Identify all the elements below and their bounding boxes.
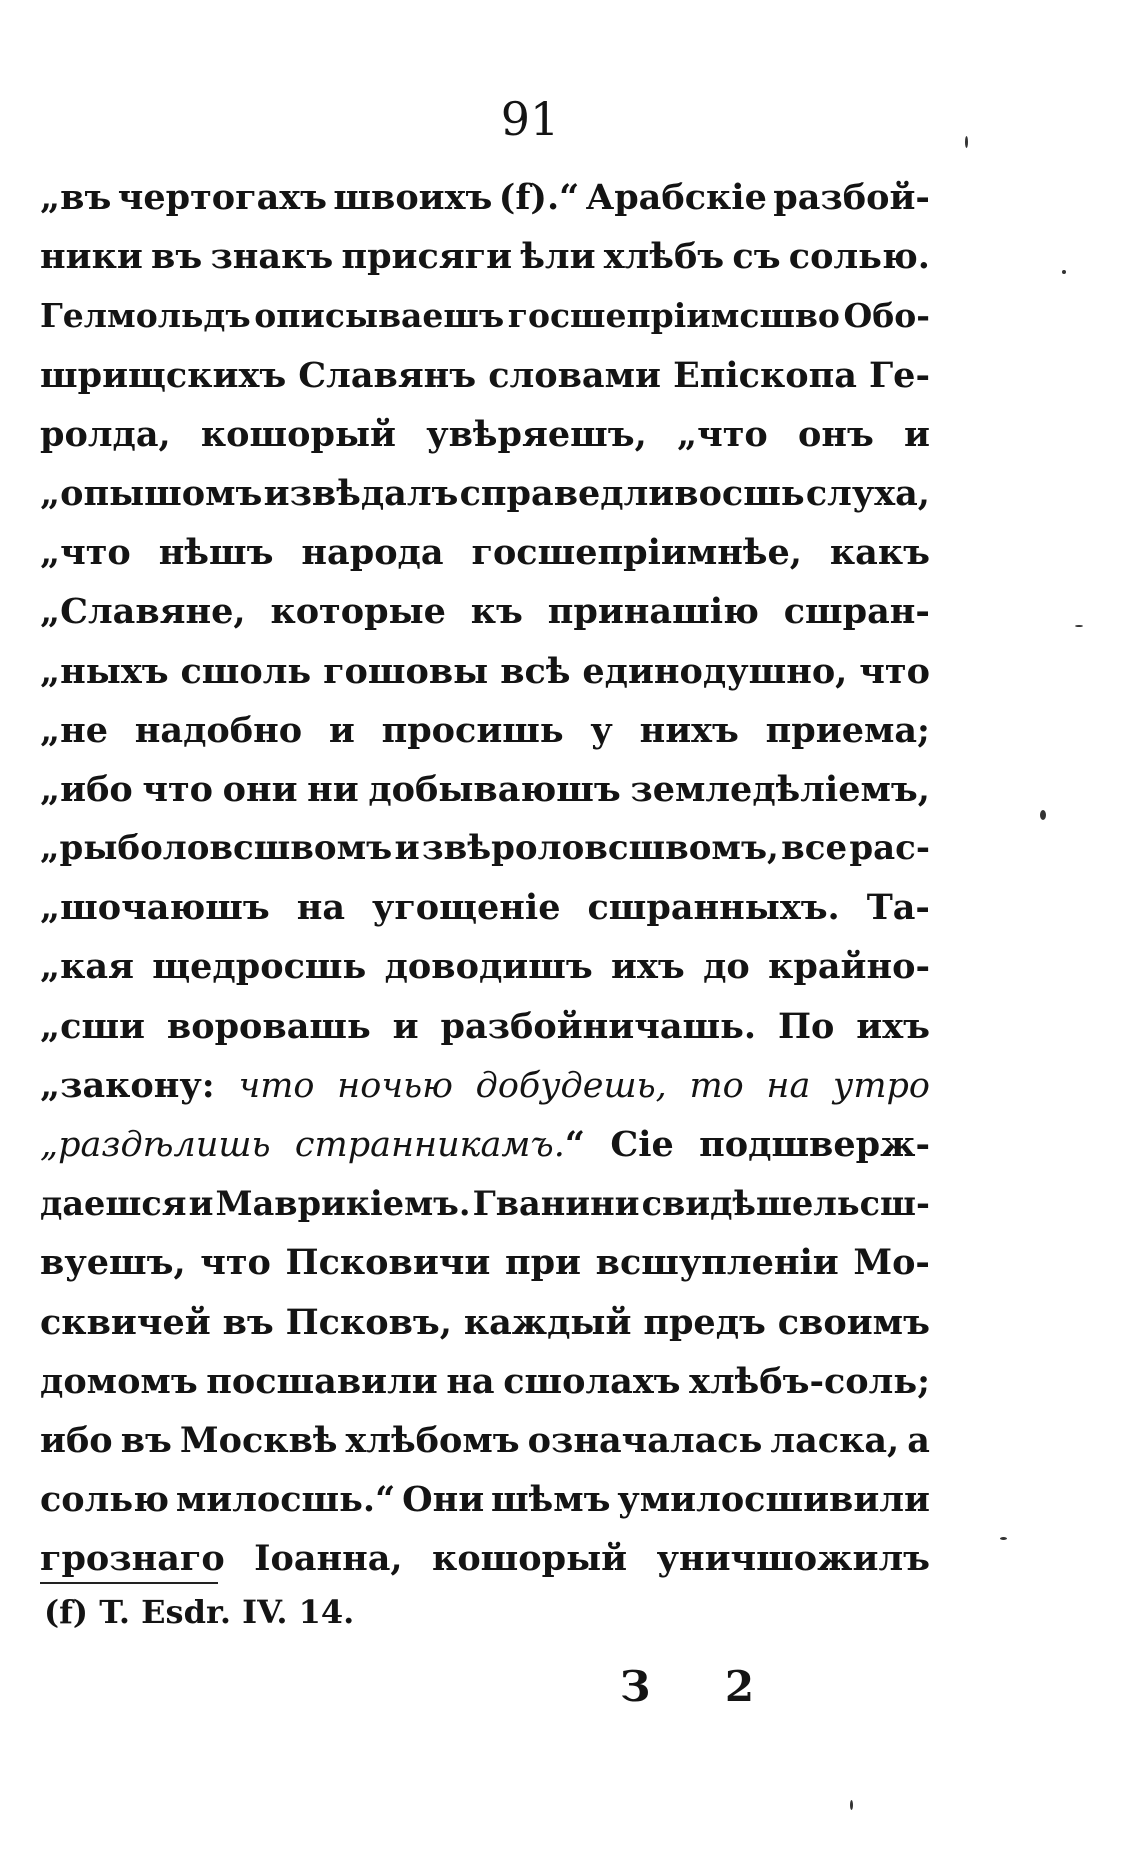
word: знакъ bbox=[210, 236, 334, 278]
word: Та- bbox=[866, 887, 930, 929]
word: домомъ bbox=[40, 1360, 198, 1402]
word: предъ bbox=[643, 1301, 766, 1343]
word: на bbox=[296, 887, 345, 929]
word: свидѣшельсш- bbox=[641, 1184, 930, 1224]
line-text bbox=[40, 168, 930, 227]
word: въ bbox=[120, 1419, 172, 1461]
line-text bbox=[40, 1174, 930, 1233]
italic-text: что ночью добудешь, то на утро bbox=[238, 1065, 930, 1106]
text-line-11 bbox=[40, 760, 930, 819]
text-line-1 bbox=[40, 168, 930, 227]
word: шрищскихъ bbox=[40, 354, 287, 396]
word: ласка, bbox=[770, 1419, 900, 1461]
word: все bbox=[781, 828, 848, 869]
word: Москвѣ bbox=[179, 1419, 338, 1461]
word: единодушно, bbox=[582, 650, 848, 692]
word: на bbox=[446, 1360, 495, 1402]
word: нихъ bbox=[639, 709, 739, 751]
word: ни bbox=[307, 768, 359, 810]
word: „ныхъ bbox=[40, 650, 169, 692]
word: кошорый bbox=[200, 413, 396, 455]
word: и bbox=[188, 1184, 214, 1224]
signature-mark: З 2 bbox=[620, 1662, 785, 1711]
line-text bbox=[40, 1411, 930, 1470]
word: умилосшивили bbox=[617, 1479, 930, 1521]
line-text bbox=[40, 1529, 930, 1588]
text-line-12 bbox=[40, 819, 930, 878]
line-text bbox=[40, 701, 930, 760]
text-line-6 bbox=[40, 464, 930, 523]
line-text bbox=[40, 937, 930, 996]
word: означалась bbox=[527, 1419, 763, 1461]
word: „ибо bbox=[40, 768, 133, 810]
text-line-10 bbox=[40, 701, 930, 760]
word: уничшожилъ bbox=[656, 1538, 930, 1580]
text-line-24 bbox=[40, 1529, 930, 1588]
word: солью bbox=[40, 1479, 169, 1521]
word: Мо- bbox=[853, 1242, 930, 1284]
word: и bbox=[904, 413, 930, 455]
text-line-7 bbox=[40, 523, 930, 582]
word: Гванини bbox=[472, 1184, 640, 1224]
word: госшепріимнѣе, bbox=[471, 532, 802, 574]
word: какъ bbox=[829, 532, 930, 574]
line-text bbox=[40, 819, 930, 878]
text-line-22 bbox=[40, 1411, 930, 1470]
word: Псковъ, bbox=[285, 1301, 452, 1343]
word: „что bbox=[677, 413, 768, 455]
print-speck bbox=[1062, 270, 1066, 274]
page-number: 91 bbox=[500, 92, 560, 146]
word: швоихъ bbox=[333, 177, 493, 218]
word: въ bbox=[222, 1301, 274, 1343]
word: описываешъ bbox=[254, 296, 505, 336]
word: извѣдалъ bbox=[263, 472, 459, 514]
word: приема; bbox=[765, 709, 930, 751]
word: добываюшъ bbox=[368, 768, 621, 810]
word: что bbox=[200, 1242, 271, 1284]
word: а bbox=[907, 1419, 930, 1461]
word: хлѣбъ bbox=[603, 236, 725, 278]
line-text bbox=[40, 464, 930, 523]
word: присяги bbox=[341, 236, 513, 278]
line-text bbox=[40, 582, 930, 641]
word: нѣшъ bbox=[158, 532, 274, 574]
line-text bbox=[40, 1470, 930, 1529]
word: надобно bbox=[134, 709, 303, 751]
word: каждый bbox=[463, 1301, 632, 1343]
line-text bbox=[40, 760, 930, 819]
word: всшупленіи bbox=[595, 1242, 839, 1284]
word: „что bbox=[40, 532, 131, 574]
word: ники bbox=[40, 236, 143, 278]
word: звѣроловсшвомъ, bbox=[421, 828, 779, 869]
word: сшолахъ bbox=[503, 1360, 681, 1402]
line-text bbox=[40, 227, 930, 286]
word: у bbox=[590, 709, 613, 751]
body-text bbox=[40, 168, 930, 1589]
word: щедросшь bbox=[152, 946, 367, 988]
word: словами bbox=[488, 354, 661, 396]
line-text bbox=[40, 997, 930, 1056]
word: „въ bbox=[40, 177, 112, 218]
word: вуешъ, bbox=[40, 1242, 186, 1284]
word: съ bbox=[732, 236, 781, 278]
text-line-20 bbox=[40, 1293, 930, 1352]
word: „не bbox=[40, 709, 109, 751]
word: чертогахъ bbox=[117, 177, 327, 218]
word: хлѣбомъ bbox=[345, 1419, 520, 1461]
line-text bbox=[40, 523, 930, 582]
word: „кая bbox=[40, 946, 134, 988]
text-line-18 bbox=[40, 1174, 930, 1233]
word: шѣмъ bbox=[491, 1479, 611, 1521]
word: Арабскіе bbox=[585, 177, 767, 218]
word: сшранныхъ. bbox=[587, 887, 840, 929]
word: въ bbox=[151, 236, 203, 278]
word: угощеніе bbox=[371, 887, 561, 929]
word: воровашь bbox=[166, 1005, 371, 1047]
word: „рыболовсшвомъ bbox=[40, 828, 393, 869]
word: ѣли bbox=[520, 236, 596, 278]
text-line-4 bbox=[40, 346, 930, 405]
word: хлѣбъ-соль; bbox=[689, 1360, 930, 1402]
word: всѣ bbox=[500, 650, 571, 692]
word: и bbox=[392, 1005, 419, 1047]
word: справедливосшь bbox=[459, 472, 805, 514]
word: Іоанна, bbox=[254, 1538, 403, 1580]
text-line-9 bbox=[40, 642, 930, 701]
word: слуха, bbox=[805, 472, 930, 514]
word: что bbox=[142, 768, 214, 810]
word: которые bbox=[270, 591, 446, 633]
print-speck bbox=[1075, 625, 1083, 627]
word: разбой- bbox=[773, 177, 930, 218]
line-text bbox=[40, 1352, 930, 1411]
print-speck bbox=[1040, 810, 1046, 820]
text-line-14 bbox=[40, 937, 930, 996]
word: Они bbox=[402, 1479, 485, 1521]
word: рас- bbox=[849, 828, 930, 869]
print-speck bbox=[1000, 1537, 1007, 1540]
line-text bbox=[40, 1233, 930, 1292]
word: „Славяне, bbox=[40, 591, 246, 633]
line-text bbox=[40, 878, 930, 937]
word: до bbox=[703, 946, 750, 988]
word: и bbox=[328, 709, 355, 751]
text-line-17 bbox=[40, 1115, 930, 1174]
word: Обо- bbox=[843, 296, 930, 336]
text-line-21 bbox=[40, 1352, 930, 1411]
text-line-8 bbox=[40, 582, 930, 641]
word: при bbox=[504, 1242, 582, 1284]
underline-rule bbox=[40, 1582, 218, 1584]
line-text bbox=[40, 405, 930, 464]
word: къ bbox=[470, 591, 523, 633]
print-speck bbox=[850, 1800, 853, 1810]
word: они bbox=[222, 768, 298, 810]
word: ихъ bbox=[611, 946, 685, 988]
word: Ге- bbox=[869, 354, 930, 396]
word: „сши bbox=[40, 1005, 146, 1047]
word: солью. bbox=[788, 236, 930, 278]
word: ибо bbox=[40, 1419, 113, 1461]
word: своимъ bbox=[777, 1301, 930, 1343]
word: Псковичи bbox=[285, 1242, 491, 1284]
text-line-15 bbox=[40, 997, 930, 1056]
word: Епіскопа bbox=[673, 354, 857, 396]
word: даешся bbox=[40, 1184, 187, 1224]
line-text bbox=[40, 346, 930, 405]
word: госшепріимсшво bbox=[507, 296, 840, 336]
word: что bbox=[859, 650, 930, 692]
word: принашію bbox=[547, 591, 759, 633]
footnote: (f) T. Esdr. IV. 14. bbox=[44, 1593, 355, 1631]
text-line-2 bbox=[40, 227, 930, 286]
text-line-16 bbox=[40, 1056, 930, 1115]
word: „шочаюшъ bbox=[40, 887, 270, 929]
word: ихъ bbox=[856, 1005, 930, 1047]
italic-text: „раздѣлишь странникамъ. bbox=[40, 1125, 565, 1165]
line-text bbox=[40, 1293, 930, 1352]
line-text bbox=[40, 286, 930, 345]
word: грознаго bbox=[40, 1538, 225, 1580]
word: онъ bbox=[797, 413, 874, 455]
word: кошорый bbox=[432, 1538, 628, 1580]
text-line-5 bbox=[40, 405, 930, 464]
print-speck bbox=[965, 136, 968, 148]
word: народа bbox=[301, 532, 444, 574]
line-text bbox=[40, 642, 930, 701]
word: доводишъ bbox=[384, 946, 593, 988]
text-line-3 bbox=[40, 286, 930, 345]
word: сквичей bbox=[40, 1301, 211, 1343]
word: Гелмольдъ bbox=[40, 296, 251, 336]
text-line-13 bbox=[40, 878, 930, 937]
text-line-23 bbox=[40, 1470, 930, 1529]
line-suffix: “ Сіе подшверж- bbox=[564, 1124, 930, 1165]
line-prefix: „закону: bbox=[40, 1064, 239, 1106]
word: и bbox=[394, 828, 420, 869]
word: Маврикіемъ. bbox=[215, 1184, 471, 1224]
word: „опышомъ bbox=[40, 472, 263, 514]
word: посшавили bbox=[206, 1360, 438, 1402]
word: (f).“ bbox=[498, 177, 580, 218]
word: земледѣліемъ, bbox=[630, 768, 930, 810]
word: гошовы bbox=[323, 650, 489, 692]
word: сшоль bbox=[180, 650, 312, 692]
word: разбойничашь. bbox=[440, 1005, 757, 1047]
word: крайно- bbox=[768, 946, 930, 988]
word: увѣряешъ, bbox=[426, 413, 647, 455]
word: ролда, bbox=[40, 413, 171, 455]
word: просишь bbox=[381, 709, 564, 751]
word: милосшь.“ bbox=[175, 1479, 396, 1521]
word: Славянъ bbox=[298, 354, 477, 396]
word: По bbox=[778, 1005, 835, 1047]
text-line-19 bbox=[40, 1233, 930, 1292]
word: сшран- bbox=[783, 591, 930, 633]
